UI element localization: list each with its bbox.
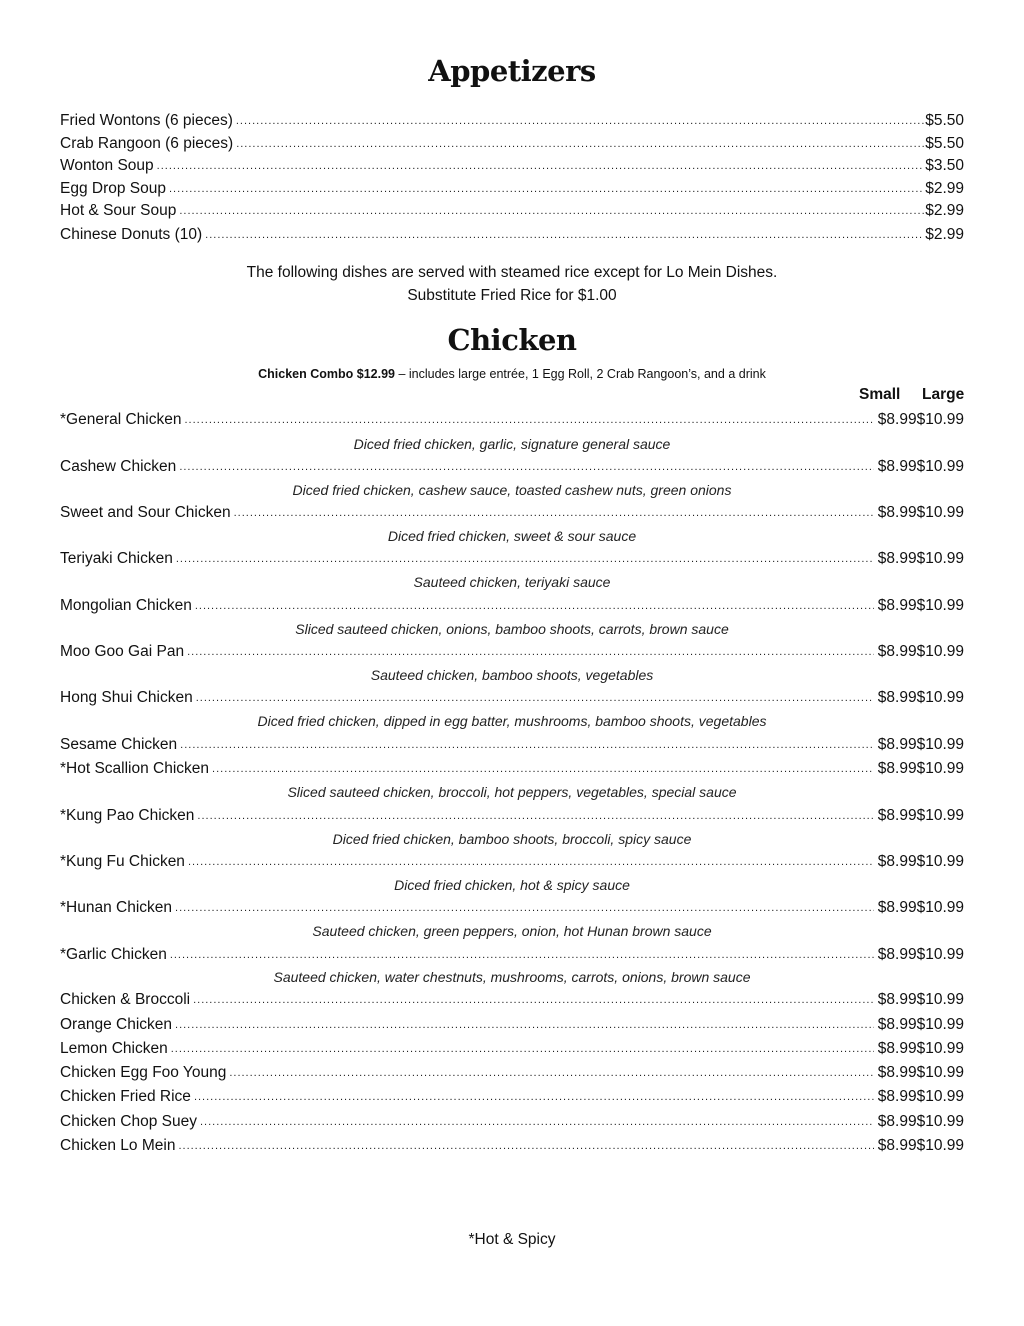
item-name: Mongolian Chicken <box>60 597 192 614</box>
price-large: $10.99 <box>916 991 964 1008</box>
appetizer-row <box>60 133 964 155</box>
item-price: $2.99 <box>925 180 964 197</box>
item-name: Chinese Donuts (10) <box>60 226 203 243</box>
chicken-item-row <box>60 1038 964 1060</box>
leader-dots <box>188 851 874 873</box>
price-large: $10.99 <box>916 1137 964 1154</box>
leader-dots <box>194 1086 874 1108</box>
item-name: *Kung Pao Chicken <box>60 807 195 824</box>
price-large: $10.99 <box>916 458 964 475</box>
item-name: Hot & Sour Soup <box>60 202 177 219</box>
appetizer-row <box>60 110 964 132</box>
item-name: Egg Drop Soup <box>60 180 166 197</box>
chicken-title: Chicken <box>447 323 577 357</box>
leader-dots <box>236 133 924 155</box>
chicken-item-row <box>60 944 964 966</box>
price-small: $8.99 <box>877 1113 917 1130</box>
combo-price: Chicken Combo $12.99 <box>258 367 395 381</box>
chicken-item-row <box>60 1135 964 1157</box>
item-price: $5.50 <box>925 135 964 152</box>
appetizer-row <box>60 200 964 222</box>
item-description: Diced fried chicken, sweet & sour sauce <box>387 528 637 544</box>
leader-dots <box>171 1038 874 1060</box>
price-large: $10.99 <box>916 946 964 963</box>
leader-dots <box>175 897 874 919</box>
chicken-item-row <box>60 595 964 617</box>
item-price: $3.50 <box>925 157 964 174</box>
leader-dots <box>187 641 874 663</box>
leader-dots <box>205 224 924 246</box>
price-small: $8.99 <box>877 736 917 753</box>
appetizer-row <box>60 224 964 246</box>
price-small: $8.99 <box>877 1016 917 1033</box>
price-large: $10.99 <box>916 736 964 753</box>
chicken-item-row <box>60 989 964 1011</box>
item-name: *Hot Scallion Chicken <box>60 760 210 777</box>
item-description: Sliced sauteed chicken, onions, bamboo shoots, carrots, brown sauce <box>295 621 729 637</box>
item-name: Chicken Fried Rice <box>60 1088 191 1105</box>
item-name: Sweet and Sour Chicken <box>60 504 231 521</box>
price-large: $10.99 <box>916 760 964 777</box>
price-small: $8.99 <box>877 1137 917 1154</box>
chicken-item-row <box>60 897 964 919</box>
column-header-small: Small <box>859 386 901 403</box>
price-small: $8.99 <box>877 991 917 1008</box>
chicken-item-row <box>60 687 964 709</box>
price-large: $10.99 <box>916 504 964 521</box>
item-name: *Garlic Chicken <box>60 946 167 963</box>
chicken-item-row <box>60 734 964 756</box>
leader-dots <box>197 805 873 827</box>
chicken-item-row <box>60 1086 964 1108</box>
price-large: $10.99 <box>916 853 964 870</box>
price-small: $8.99 <box>877 689 917 706</box>
leader-dots <box>170 944 874 966</box>
rice-notice: The following dishes are served with steamed rice except for Lo Mein Dishes. <box>246 264 778 281</box>
item-description: Sliced sauteed chicken, broccoli, hot peppers, vegetables, special sauce <box>287 784 737 800</box>
item-price: $2.99 <box>925 226 964 243</box>
price-large: $10.99 <box>916 550 964 567</box>
leader-dots <box>178 1135 873 1157</box>
item-name: Cashew Chicken <box>60 458 177 475</box>
price-small: $8.99 <box>877 946 917 963</box>
price-large: $10.99 <box>916 689 964 706</box>
leader-dots <box>157 155 925 177</box>
price-large: $10.99 <box>916 411 964 428</box>
chicken-item-row <box>60 409 964 431</box>
leader-dots <box>196 687 874 709</box>
item-name: Hong Shui Chicken <box>60 689 193 706</box>
item-description: Diced fried chicken, dipped in egg batter, mushrooms, bamboo shoots, vegetables <box>257 713 767 729</box>
price-small: $8.99 <box>877 458 917 475</box>
chicken-combo-note <box>0 365 1024 383</box>
leader-dots <box>212 758 874 780</box>
leader-dots <box>184 409 873 431</box>
price-small: $8.99 <box>877 550 917 567</box>
leader-dots <box>175 1014 874 1036</box>
item-description: Diced fried chicken, bamboo shoots, broccoli, spicy sauce <box>332 831 692 847</box>
chicken-item-row <box>60 851 964 873</box>
combo-description: – includes large entrée, 1 Egg Roll, 2 Crab Rangoon’s, and a drink <box>395 367 766 381</box>
appetizers-title: Appetizers <box>428 54 596 88</box>
item-name: Chicken Chop Suey <box>60 1113 197 1130</box>
item-name: Fried Wontons (6 pieces) <box>60 112 233 129</box>
item-name: *Hunan Chicken <box>60 899 173 916</box>
leader-dots <box>179 456 873 478</box>
item-description: Sauteed chicken, bamboo shoots, vegetables <box>370 667 654 683</box>
price-small: $8.99 <box>877 853 917 870</box>
item-name: Crab Rangoon (6 pieces) <box>60 135 234 152</box>
leader-dots <box>200 1111 874 1133</box>
leader-dots <box>176 548 874 570</box>
price-large: $10.99 <box>916 1088 964 1105</box>
chicken-item-row <box>60 1014 964 1036</box>
price-small: $8.99 <box>877 504 917 521</box>
leader-dots <box>179 200 924 222</box>
item-price: $2.99 <box>925 202 964 219</box>
leader-dots <box>195 595 874 617</box>
leader-dots <box>169 178 924 200</box>
item-description: Sauteed chicken, green peppers, onion, hot Hunan brown sauce <box>312 923 712 939</box>
price-large: $10.99 <box>916 1064 964 1081</box>
item-name: Chicken Egg Foo Young <box>60 1064 227 1081</box>
item-price: $5.50 <box>925 112 964 129</box>
price-large: $10.99 <box>916 899 964 916</box>
leader-dots <box>193 989 874 1011</box>
price-small: $8.99 <box>877 899 917 916</box>
chicken-item-row <box>60 1062 964 1084</box>
item-name: Chicken & Broccoli <box>60 991 191 1008</box>
price-small: $8.99 <box>877 1040 917 1057</box>
price-large: $10.99 <box>916 643 964 660</box>
price-small: $8.99 <box>877 643 917 660</box>
leader-dots <box>234 502 874 524</box>
chicken-item-row <box>60 1111 964 1133</box>
price-small: $8.99 <box>877 760 917 777</box>
hot-spicy-legend: *Hot & Spicy <box>468 1231 556 1248</box>
price-large: $10.99 <box>916 1040 964 1057</box>
price-small: $8.99 <box>877 1088 917 1105</box>
price-large: $10.99 <box>916 807 964 824</box>
item-name: Teriyaki Chicken <box>60 550 173 567</box>
leader-dots <box>229 1062 873 1084</box>
item-name: *General Chicken <box>60 411 182 428</box>
price-small: $8.99 <box>877 411 917 428</box>
item-description: Sauteed chicken, water chestnuts, mushrooms, carrots, onions, brown sauce <box>273 969 751 985</box>
chicken-item-row <box>60 548 964 570</box>
price-small: $8.99 <box>877 1064 917 1081</box>
price-small: $8.99 <box>877 807 917 824</box>
item-description: Diced fried chicken, garlic, signature general sauce <box>353 436 671 452</box>
fried-rice-substitute-note: Substitute Fried Rice for $1.00 <box>407 287 617 304</box>
item-name: Moo Goo Gai Pan <box>60 643 185 660</box>
item-name: Chicken Lo Mein <box>60 1137 176 1154</box>
chicken-item-row <box>60 456 964 478</box>
appetizer-row <box>60 178 964 200</box>
item-description: Sauteed chicken, teriyaki sauce <box>413 574 611 590</box>
price-large: $10.99 <box>916 1016 964 1033</box>
chicken-item-row <box>60 805 964 827</box>
chicken-item-row <box>60 641 964 663</box>
leader-dots <box>180 734 874 756</box>
appetizer-row <box>60 155 964 177</box>
item-name: Lemon Chicken <box>60 1040 168 1057</box>
item-name: Sesame Chicken <box>60 736 178 753</box>
item-name: Wonton Soup <box>60 157 154 174</box>
price-large: $10.99 <box>916 1113 964 1130</box>
item-description: Diced fried chicken, cashew sauce, toasted cashew nuts, green onions <box>292 482 732 498</box>
item-name: Orange Chicken <box>60 1016 173 1033</box>
price-small: $8.99 <box>877 597 917 614</box>
price-large: $10.99 <box>916 597 964 614</box>
column-header-large: Large <box>922 386 965 403</box>
leader-dots <box>236 110 924 132</box>
item-name: *Kung Fu Chicken <box>60 853 185 870</box>
item-description: Diced fried chicken, hot & spicy sauce <box>394 877 630 893</box>
chicken-item-row <box>60 502 964 524</box>
chicken-item-row <box>60 758 964 780</box>
